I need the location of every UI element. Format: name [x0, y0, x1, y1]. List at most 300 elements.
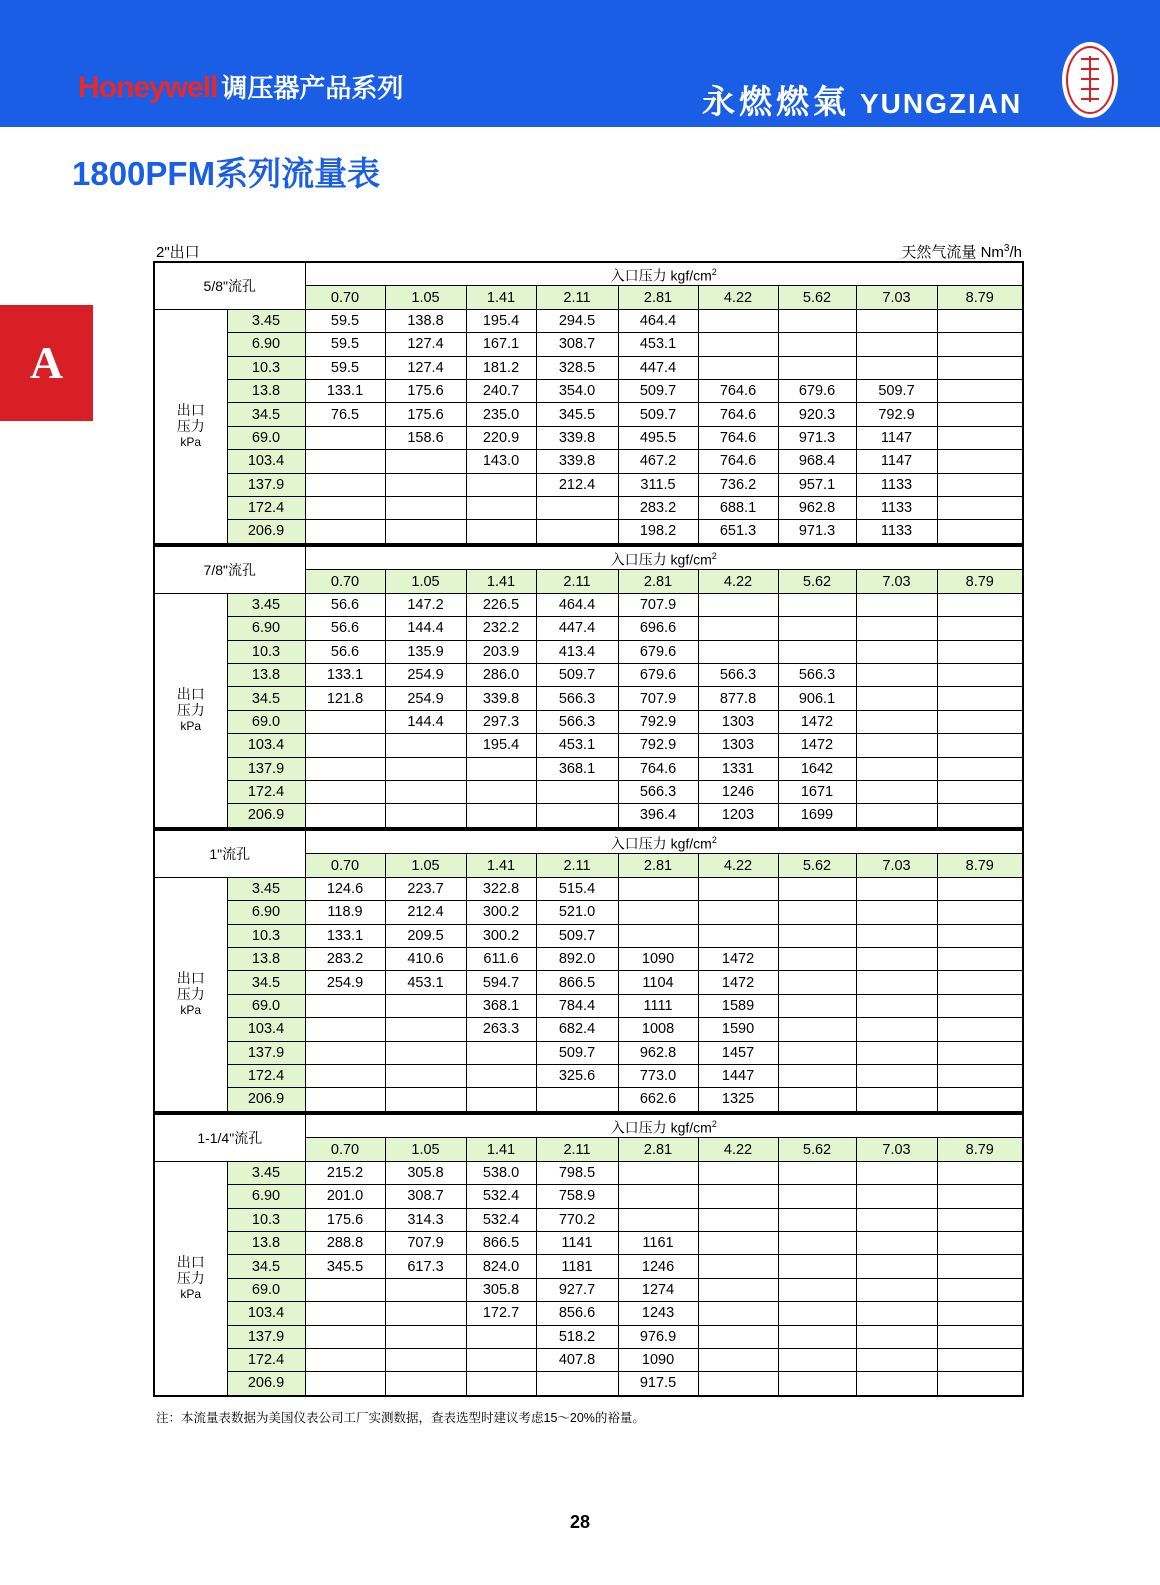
inlet-pressure-header: 1.05	[385, 286, 466, 309]
flow-value: 906.1	[778, 687, 856, 710]
page-number: 28	[569, 1512, 591, 1532]
flow-value: 300.2	[466, 924, 536, 947]
flow-value: 1590	[698, 1018, 778, 1041]
flow-value	[305, 473, 385, 496]
flow-value	[305, 1278, 385, 1301]
flow-value: 201.0	[305, 1185, 385, 1208]
flow-value	[856, 1255, 937, 1278]
flow-value: 1671	[778, 780, 856, 803]
flow-value	[778, 1372, 856, 1396]
flow-value	[778, 309, 856, 332]
flow-value: 518.2	[536, 1325, 618, 1348]
flow-value	[937, 333, 1023, 356]
flow-value	[778, 1325, 856, 1348]
flow-value	[937, 687, 1023, 710]
inlet-pressure-title: 入口压力 kgf/$cm^2$	[305, 1114, 1023, 1138]
table-row	[154, 994, 1023, 1017]
flow-value: 254.9	[385, 687, 466, 710]
outlet-pressure-value: 34.5	[227, 687, 305, 710]
flow-value	[698, 877, 778, 900]
flow-value	[536, 1372, 618, 1396]
flow-table	[153, 545, 1024, 829]
flow-value: 56.6	[305, 640, 385, 663]
outlet-pressure-value: 13.8	[227, 663, 305, 686]
outlet-pressure-label: 出口 压力 kPa	[154, 877, 227, 1111]
flow-value: 181.2	[466, 356, 536, 379]
flow-value: 118.9	[305, 901, 385, 924]
flow-value: 1457	[698, 1041, 778, 1064]
flow-value	[305, 496, 385, 519]
flow-value: 792.9	[618, 710, 698, 733]
inlet-pressure-header: 2.81	[618, 854, 698, 877]
flow-value: 158.6	[385, 426, 466, 449]
flow-value: 209.5	[385, 924, 466, 947]
inlet-pressure-header: 1.41	[466, 286, 536, 309]
flow-value: 971.3	[778, 520, 856, 544]
flow-value	[385, 780, 466, 803]
flow-value	[937, 1372, 1023, 1396]
flow-value: 1243	[618, 1302, 698, 1325]
flow-value: 56.6	[305, 593, 385, 616]
flow-value	[778, 901, 856, 924]
flow-value: 611.6	[466, 947, 536, 970]
flow-value	[698, 593, 778, 616]
flow-value	[778, 1064, 856, 1087]
flow-value: 1325	[698, 1088, 778, 1112]
flow-value	[466, 1088, 536, 1112]
flow-value: 212.4	[385, 901, 466, 924]
flow-value: 413.4	[536, 640, 618, 663]
flow-value: 124.6	[305, 877, 385, 900]
flow-value	[698, 309, 778, 332]
flow-value	[856, 710, 937, 733]
flow-value: 764.6	[698, 450, 778, 473]
flow-value	[856, 971, 937, 994]
flow-value	[856, 947, 937, 970]
flow-table	[153, 1113, 1024, 1397]
flow-value	[778, 1088, 856, 1112]
inlet-pressure-header: 0.70	[305, 286, 385, 309]
flow-value: 1104	[618, 971, 698, 994]
inlet-pressure-header: 4.22	[698, 854, 778, 877]
flow-value	[778, 356, 856, 379]
flow-value	[856, 877, 937, 900]
flow-value	[305, 1372, 385, 1396]
flow-value	[618, 1185, 698, 1208]
outlet-pressure-value: 172.4	[227, 780, 305, 803]
flow-value: 1699	[778, 804, 856, 828]
flow-value	[305, 1325, 385, 1348]
inlet-pressure-title: 入口压力 kgf/$cm^2$	[305, 262, 1023, 286]
inlet-pressure-header: 8.79	[937, 854, 1023, 877]
flow-value	[856, 1185, 937, 1208]
flow-value: 1472	[778, 710, 856, 733]
flow-value: 220.9	[466, 426, 536, 449]
flow-value	[937, 426, 1023, 449]
flow-unit: 天然气流量 Nm$^3$/h	[901, 243, 1022, 261]
flow-value	[856, 593, 937, 616]
flow-value: 453.1	[385, 971, 466, 994]
flow-value: 297.3	[466, 710, 536, 733]
flow-value: 1472	[778, 734, 856, 757]
series-label: 调压器产品系列	[221, 73, 404, 103]
flow-value: 532.4	[466, 1208, 536, 1231]
flow-value: 617.3	[385, 1255, 466, 1278]
flow-value: 59.5	[305, 309, 385, 332]
flow-value	[856, 1064, 937, 1087]
flow-value	[856, 333, 937, 356]
table-row	[154, 450, 1023, 473]
flow-value: 736.2	[698, 473, 778, 496]
outlet-pressure-value: 103.4	[227, 450, 305, 473]
flow-value	[937, 356, 1023, 379]
inlet-pressure-header: 2.11	[536, 570, 618, 593]
outlet-pressure-value: 3.45	[227, 309, 305, 332]
flow-value: 322.8	[466, 877, 536, 900]
flow-value: 1090	[618, 947, 698, 970]
flow-value	[466, 496, 536, 519]
flow-value	[937, 403, 1023, 426]
flow-value: 1141	[536, 1231, 618, 1254]
flow-value	[937, 804, 1023, 828]
flow-value	[856, 734, 937, 757]
flow-value	[466, 1348, 536, 1371]
flow-value: 877.8	[698, 687, 778, 710]
flow-value	[937, 520, 1023, 544]
table-row	[154, 520, 1023, 544]
flow-value: 509.7	[618, 403, 698, 426]
flow-value: 696.6	[618, 617, 698, 640]
flow-value	[305, 1088, 385, 1112]
outlet-pressure-value: 172.4	[227, 496, 305, 519]
flow-value: 288.8	[305, 1231, 385, 1254]
flow-value: 294.5	[536, 309, 618, 332]
flow-value: 212.4	[536, 473, 618, 496]
outlet-pressure-value: 10.3	[227, 640, 305, 663]
flow-value	[778, 1255, 856, 1278]
outlet-pressure-value: 206.9	[227, 1372, 305, 1396]
flow-value	[466, 520, 536, 544]
table-row	[154, 309, 1023, 332]
outlet-pressure-value: 103.4	[227, 1018, 305, 1041]
flow-value: 339.8	[536, 426, 618, 449]
flow-value: 254.9	[385, 663, 466, 686]
table-row	[154, 924, 1023, 947]
flow-value	[466, 757, 536, 780]
flow-value: 339.8	[536, 450, 618, 473]
outlet-pressure-value: 137.9	[227, 473, 305, 496]
flow-value	[856, 924, 937, 947]
flow-value: 927.7	[536, 1278, 618, 1301]
flow-value	[856, 1372, 937, 1396]
flow-value: 1303	[698, 710, 778, 733]
flow-value: 1472	[698, 971, 778, 994]
flow-value	[856, 356, 937, 379]
table-row	[154, 379, 1023, 402]
flow-value: 521.0	[536, 901, 618, 924]
flow-value: 308.7	[536, 333, 618, 356]
flow-value	[778, 1278, 856, 1301]
flow-value	[305, 780, 385, 803]
flow-value	[778, 1302, 856, 1325]
outlet-pressure-value: 206.9	[227, 804, 305, 828]
inlet-pressure-header: 7.03	[856, 1138, 937, 1161]
flow-value: 1589	[698, 994, 778, 1017]
outlet-pressure-value: 34.5	[227, 1255, 305, 1278]
flow-value: 305.8	[385, 1161, 466, 1184]
flow-value: 758.9	[536, 1185, 618, 1208]
flow-value	[385, 994, 466, 1017]
flow-value	[937, 1041, 1023, 1064]
company-name	[702, 76, 1022, 123]
flow-value: 263.3	[466, 1018, 536, 1041]
flow-value: 339.8	[466, 687, 536, 710]
flow-value: 707.9	[618, 593, 698, 616]
table-row	[154, 757, 1023, 780]
outlet-size: 2"出口	[156, 244, 200, 261]
inlet-pressure-header: 8.79	[937, 570, 1023, 593]
flow-value	[305, 1018, 385, 1041]
flow-value: 283.2	[305, 947, 385, 970]
flow-value	[856, 1348, 937, 1371]
flow-value	[698, 1161, 778, 1184]
flow-value	[385, 1325, 466, 1348]
outlet-pressure-value: 6.90	[227, 901, 305, 924]
outlet-pressure-value: 103.4	[227, 1302, 305, 1325]
flow-value: 1133	[856, 473, 937, 496]
flow-value	[937, 971, 1023, 994]
flow-value	[385, 1041, 466, 1064]
flow-value	[305, 1041, 385, 1064]
flow-table	[153, 261, 1024, 545]
flow-value	[856, 804, 937, 828]
outlet-pressure-value: 69.0	[227, 710, 305, 733]
table-row	[154, 1302, 1023, 1325]
flow-value: 1111	[618, 994, 698, 1017]
table-row	[154, 1088, 1023, 1112]
flow-value: 305.8	[466, 1278, 536, 1301]
flow-value	[856, 1018, 937, 1041]
flow-value	[698, 1348, 778, 1371]
table-row	[154, 473, 1023, 496]
flow-value: 1246	[618, 1255, 698, 1278]
flow-value	[618, 1161, 698, 1184]
flow-value	[937, 1325, 1023, 1348]
flow-value: 1331	[698, 757, 778, 780]
flow-value: 464.4	[618, 309, 698, 332]
flow-value	[778, 593, 856, 616]
flow-value: 300.2	[466, 901, 536, 924]
outlet-pressure-label: 出口 压力 kPa	[154, 309, 227, 543]
flow-value: 223.7	[385, 877, 466, 900]
brand-logo: Honeywell	[78, 71, 218, 104]
flow-value	[937, 1185, 1023, 1208]
flow-value	[778, 1208, 856, 1231]
flow-value	[856, 617, 937, 640]
flow-value: 707.9	[385, 1231, 466, 1254]
flow-value: 509.7	[536, 924, 618, 947]
flow-value	[937, 1302, 1023, 1325]
outlet-pressure-value: 34.5	[227, 971, 305, 994]
flow-value: 662.6	[618, 1088, 698, 1112]
outlet-pressure-value: 69.0	[227, 426, 305, 449]
flow-value: 121.8	[305, 687, 385, 710]
inlet-pressure-header: 0.70	[305, 1138, 385, 1161]
flow-value: 56.6	[305, 617, 385, 640]
flow-value	[778, 1161, 856, 1184]
flow-value: 538.0	[466, 1161, 536, 1184]
inlet-pressure-header: 2.11	[536, 854, 618, 877]
footnote: 注：本流量表数据为美国仪表公司工厂实测数据，查表选型时建议考虑15～20%的裕量。	[156, 1411, 645, 1425]
flow-value: 1303	[698, 734, 778, 757]
flow-value: 135.9	[385, 640, 466, 663]
table-row	[154, 663, 1023, 686]
flow-value	[698, 333, 778, 356]
flow-value: 232.2	[466, 617, 536, 640]
outlet-pressure-value: 13.8	[227, 379, 305, 402]
orifice-size: 1"流孔	[154, 830, 305, 877]
flow-value	[856, 757, 937, 780]
outlet-pressure-value: 34.5	[227, 403, 305, 426]
flow-value: 566.3	[536, 687, 618, 710]
table-row	[154, 1231, 1023, 1254]
flow-value: 203.9	[466, 640, 536, 663]
table-row	[154, 1161, 1023, 1184]
table-row	[154, 901, 1023, 924]
flow-value	[698, 1372, 778, 1396]
flow-value	[937, 1064, 1023, 1087]
flow-value	[698, 1278, 778, 1301]
flow-value	[536, 520, 618, 544]
inlet-pressure-header: 2.11	[536, 286, 618, 309]
orifice-size: 7/8"流孔	[154, 546, 305, 593]
inlet-pressure-header: 5.62	[778, 570, 856, 593]
flow-value	[937, 947, 1023, 970]
flow-value	[305, 1064, 385, 1087]
flow-value: 679.6	[618, 663, 698, 686]
flow-value: 957.1	[778, 473, 856, 496]
flow-value	[466, 1064, 536, 1087]
flow-value	[778, 1041, 856, 1064]
flow-value	[385, 1278, 466, 1301]
flow-value: 59.5	[305, 356, 385, 379]
flow-value: 467.2	[618, 450, 698, 473]
table-row	[154, 947, 1023, 970]
flow-value: 215.2	[305, 1161, 385, 1184]
flow-value: 773.0	[618, 1064, 698, 1087]
table-row	[154, 877, 1023, 900]
flow-value: 798.5	[536, 1161, 618, 1184]
flow-value	[856, 1208, 937, 1231]
table-row	[154, 1372, 1023, 1396]
flow-value	[466, 1325, 536, 1348]
flow-value	[618, 901, 698, 924]
flow-value	[698, 924, 778, 947]
inlet-pressure-header: 7.03	[856, 286, 937, 309]
flow-value: 133.1	[305, 924, 385, 947]
flow-value	[856, 1041, 937, 1064]
outlet-pressure-value: 10.3	[227, 1208, 305, 1231]
flow-value: 226.5	[466, 593, 536, 616]
flow-value	[937, 734, 1023, 757]
flow-value: 682.4	[536, 1018, 618, 1041]
flow-value	[778, 877, 856, 900]
flow-value	[305, 426, 385, 449]
flow-value: 453.1	[618, 333, 698, 356]
flow-value: 1147	[856, 426, 937, 449]
inlet-pressure-header: 0.70	[305, 570, 385, 593]
flow-value	[618, 1208, 698, 1231]
table-row	[154, 710, 1023, 733]
flow-value	[937, 1088, 1023, 1112]
table-row	[154, 426, 1023, 449]
table-row	[154, 1064, 1023, 1087]
flow-value: 127.4	[385, 333, 466, 356]
outlet-pressure-value: 6.90	[227, 1185, 305, 1208]
inlet-pressure-header: 1.41	[466, 570, 536, 593]
flow-value: 971.3	[778, 426, 856, 449]
flow-value: 368.1	[536, 757, 618, 780]
flow-value: 311.5	[618, 473, 698, 496]
inlet-pressure-header: 1.05	[385, 854, 466, 877]
outlet-pressure-value: 172.4	[227, 1064, 305, 1087]
flow-value: 1181	[536, 1255, 618, 1278]
flow-value: 824.0	[466, 1255, 536, 1278]
flow-value	[778, 1348, 856, 1371]
flow-value: 1008	[618, 1018, 698, 1041]
flow-value: 509.7	[536, 663, 618, 686]
flow-value: 195.4	[466, 734, 536, 757]
flow-value: 138.8	[385, 309, 466, 332]
flow-value: 594.7	[466, 971, 536, 994]
outlet-pressure-value: 13.8	[227, 947, 305, 970]
table-row	[154, 780, 1023, 803]
flow-value: 707.9	[618, 687, 698, 710]
company-name-en: YUNGZIAN	[860, 88, 1023, 119]
flow-value: 566.3	[778, 663, 856, 686]
outlet-pressure-value: 206.9	[227, 1088, 305, 1112]
flow-value: 195.4	[466, 309, 536, 332]
flow-value: 1161	[618, 1231, 698, 1254]
outlet-pressure-value: 3.45	[227, 877, 305, 900]
flow-value	[466, 1372, 536, 1396]
flow-value: 866.5	[466, 1231, 536, 1254]
flow-value	[385, 734, 466, 757]
table-row	[154, 403, 1023, 426]
outlet-pressure-value: 206.9	[227, 520, 305, 544]
flow-value	[937, 309, 1023, 332]
flow-value	[466, 780, 536, 803]
flow-value: 172.7	[466, 1302, 536, 1325]
flow-value	[698, 640, 778, 663]
flow-value	[778, 1018, 856, 1041]
flow-value	[385, 520, 466, 544]
table-row	[154, 804, 1023, 828]
table-row	[154, 593, 1023, 616]
flow-value	[536, 780, 618, 803]
flow-value: 962.8	[778, 496, 856, 519]
flow-value: 345.5	[536, 403, 618, 426]
flow-value	[466, 473, 536, 496]
flow-value	[698, 356, 778, 379]
flow-value: 167.1	[466, 333, 536, 356]
table-row	[154, 333, 1023, 356]
outlet-pressure-value: 10.3	[227, 924, 305, 947]
flow-value: 509.7	[536, 1041, 618, 1064]
flow-value: 792.9	[618, 734, 698, 757]
flow-value: 175.6	[385, 379, 466, 402]
flow-value: 345.5	[305, 1255, 385, 1278]
